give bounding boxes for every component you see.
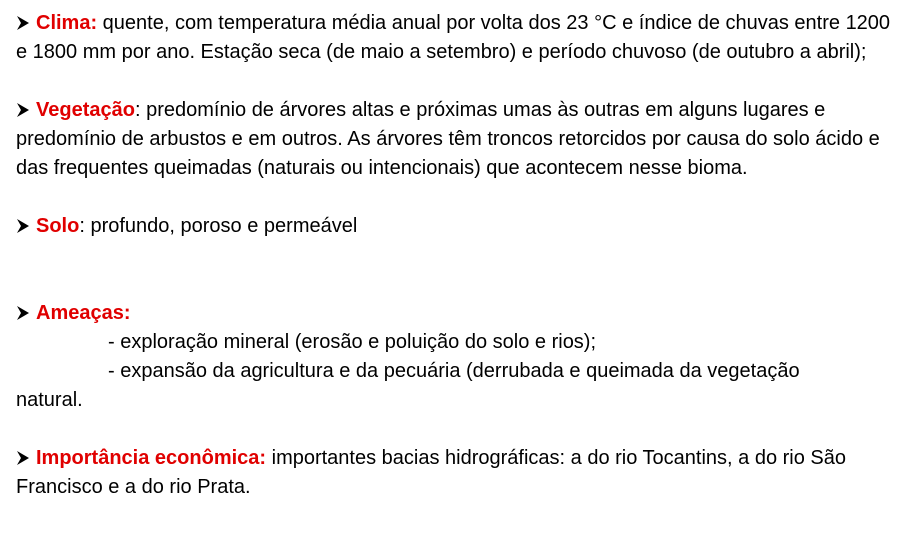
arrowhead-bullet-icon xyxy=(16,212,36,241)
solo-text: : profundo, poroso e permeável xyxy=(79,215,358,237)
solo-label: Solo xyxy=(36,215,80,237)
section-solo xyxy=(16,212,902,241)
ameacas-item-1: - exploração mineral (erosão e poluição do solo e rios); xyxy=(108,331,597,353)
section-ameacas xyxy=(16,299,902,328)
section-vegetacao xyxy=(16,96,902,183)
arrowhead-bullet-icon xyxy=(16,299,36,328)
ameacas-continuation: natural. xyxy=(16,389,83,411)
vegetacao-text: predomínio de árvores altas e próximas umas às outras em alguns lugares e predomínio de arbustos e em outros. As árvores têm troncos retorcidos por causa do solo ácido e das frequentes queimadas (naturais ou intencionais) que acontecem nesse bioma. xyxy=(16,99,880,179)
vegetacao-label: Vegetação xyxy=(36,99,135,121)
ameacas-item-2: - expansão da agricultura e da pecuária (derrubada e queimada da vegetação xyxy=(108,360,800,382)
section-importancia xyxy=(16,444,902,502)
arrowhead-bullet-icon xyxy=(16,96,36,125)
importancia-label: Importância econômica: xyxy=(36,447,267,469)
arrowhead-bullet-icon xyxy=(16,444,36,473)
clima-label: Clima: xyxy=(36,12,98,34)
ameacas-label: Ameaças: xyxy=(36,302,131,324)
importancia-text: importantes bacias hidrográficas: a do rio Tocantins, a do rio São Francisco e a do rio Prata. xyxy=(16,447,847,498)
vegetacao-colon: : xyxy=(134,99,141,121)
arrowhead-bullet-icon xyxy=(16,9,36,38)
clima-text: quente, com temperatura média anual por volta dos 23 °C e índice de chuvas entre 1200 e 1800 mm por ano. Estação seca (de maio a setembro) e período chuvoso (de outubro a abril); xyxy=(16,12,891,63)
section-clima xyxy=(16,9,902,67)
